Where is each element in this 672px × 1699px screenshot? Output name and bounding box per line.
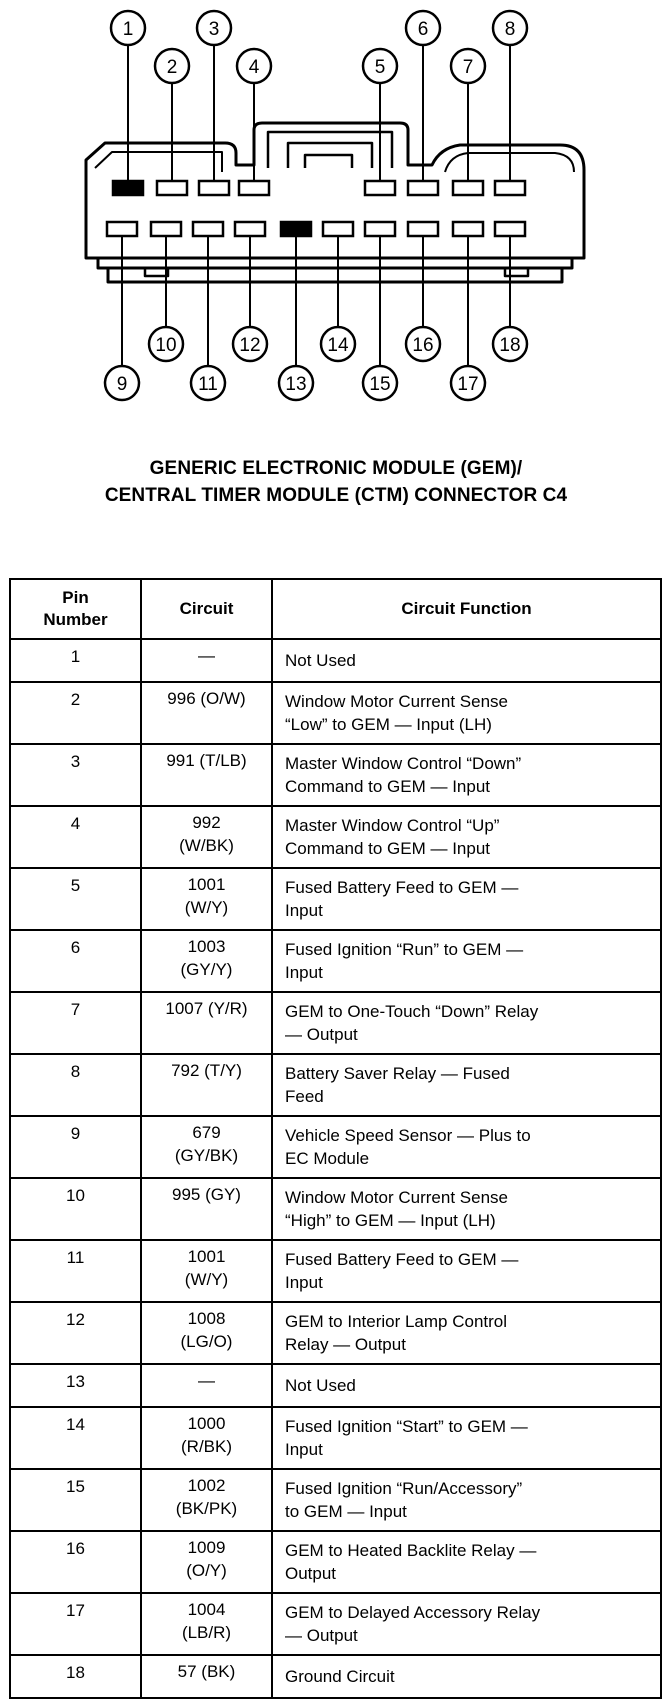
circuit-cell: — — [141, 639, 272, 682]
circuit-function-cell: GEM to One-Touch “Down” Relay — Output — [272, 992, 661, 1054]
table-row — [10, 868, 661, 930]
table-row — [10, 1116, 661, 1178]
table-row — [10, 1178, 661, 1240]
circuit-function-cell: GEM to Interior Lamp Control Relay — Output — [272, 1302, 661, 1364]
table-row — [10, 744, 661, 806]
cavity-top-7 — [453, 181, 483, 195]
circuit-function-cell: Window Motor Current Sense “High” to GEM — Input (LH) — [272, 1178, 661, 1240]
caption-line-1: GENERIC ELECTRONIC MODULE (GEM)/ — [149, 458, 523, 479]
caption-line-2: CENTRAL TIMER MODULE (CTM) CONNECTOR C4 — [104, 485, 568, 506]
circuit-function-cell: Fused Battery Feed to GEM — Input — [272, 1240, 661, 1302]
pin-number-cell: 3 — [10, 744, 141, 806]
pin-callout-label: 12 — [239, 335, 261, 356]
pin-callout-label: 15 — [369, 374, 391, 395]
connector-diagram — [0, 0, 672, 440]
pin-callout-8 — [493, 11, 527, 45]
circuit-cell: 1001 (W/Y) — [141, 1240, 272, 1302]
pin-callout-5 — [363, 49, 397, 83]
pin-number-callouts — [105, 11, 527, 400]
pin-callout-label: 3 — [208, 19, 220, 40]
pin-callout-label: 10 — [155, 335, 177, 356]
cavity-top-5 — [365, 181, 395, 195]
circuit-function-cell: GEM to Heated Backlite Relay — Output — [272, 1531, 661, 1593]
pin-callout-label: 17 — [457, 374, 479, 395]
cavity-top-4 — [239, 181, 269, 195]
circuit-cell: — — [141, 1364, 272, 1407]
circuit-cell: 1004 (LB/R) — [141, 1593, 272, 1655]
pin-callout-4 — [237, 49, 271, 83]
circuit-cell: 57 (BK) — [141, 1655, 272, 1698]
header-pin-number: Pin Number — [10, 579, 141, 639]
cavity-top-1 — [113, 181, 143, 195]
top-row-cavities — [113, 181, 525, 195]
pin-number-cell: 17 — [10, 1593, 141, 1655]
table-row — [10, 1593, 661, 1655]
table-row — [10, 1302, 661, 1364]
diagram-caption — [0, 455, 672, 509]
cavity-bottom-18 — [495, 222, 525, 236]
pin-callout-18 — [493, 327, 527, 361]
circuit-cell: 1001 (W/Y) — [141, 868, 272, 930]
cavity-bottom-13 — [281, 222, 311, 236]
pin-callout-label: 7 — [462, 57, 474, 78]
table-row — [10, 1407, 661, 1469]
table-row — [10, 1469, 661, 1531]
table-row — [10, 930, 661, 992]
cavity-top-3 — [199, 181, 229, 195]
table-row — [10, 992, 661, 1054]
cavity-bottom-10 — [151, 222, 181, 236]
table-row — [10, 1655, 661, 1698]
pin-callout-16 — [406, 327, 440, 361]
pin-callout-1 — [111, 11, 145, 45]
circuit-function-cell: Fused Ignition “Run” to GEM — Input — [272, 930, 661, 992]
table-row — [10, 806, 661, 868]
pin-number-cell: 15 — [10, 1469, 141, 1531]
cavity-top-8 — [495, 181, 525, 195]
circuit-function-cell: Fused Battery Feed to GEM — Input — [272, 868, 661, 930]
circuit-cell: 995 (GY) — [141, 1178, 272, 1240]
cavity-top-2 — [157, 181, 187, 195]
header-circuit-function: Circuit Function — [272, 579, 661, 639]
table-row — [10, 682, 661, 744]
pin-number-cell: 12 — [10, 1302, 141, 1364]
pin-callout-6 — [406, 11, 440, 45]
cavity-top-6 — [408, 181, 438, 195]
circuit-cell: 1003 (GY/Y) — [141, 930, 272, 992]
circuit-function-cell: Not Used — [272, 639, 661, 682]
header-circuit: Circuit — [141, 579, 272, 639]
circuit-cell: 996 (O/W) — [141, 682, 272, 744]
table-row — [10, 1240, 661, 1302]
cavity-bottom-9 — [107, 222, 137, 236]
pin-callout-label: 5 — [374, 57, 386, 78]
pin-number-cell: 5 — [10, 868, 141, 930]
pin-number-cell: 13 — [10, 1364, 141, 1407]
circuit-function-cell: Ground Circuit — [272, 1655, 661, 1698]
pin-callout-7 — [451, 49, 485, 83]
pin-number-cell: 16 — [10, 1531, 141, 1593]
pin-number-cell: 11 — [10, 1240, 141, 1302]
pin-callout-label: 1 — [122, 19, 134, 40]
pin-number-cell: 14 — [10, 1407, 141, 1469]
circuit-function-cell: Window Motor Current Sense “Low” to GEM — Input (LH) — [272, 682, 661, 744]
pin-callout-label: 14 — [327, 335, 349, 356]
cavity-bottom-17 — [453, 222, 483, 236]
circuit-cell: 1007 (Y/R) — [141, 992, 272, 1054]
circuit-cell: 1008 (LG/O) — [141, 1302, 272, 1364]
pin-number-cell: 10 — [10, 1178, 141, 1240]
pin-number-cell: 4 — [10, 806, 141, 868]
pin-callout-3 — [197, 11, 231, 45]
table-header-row — [10, 579, 661, 639]
pin-callout-label: 18 — [499, 335, 521, 356]
cavity-bottom-15 — [365, 222, 395, 236]
pin-callout-9 — [105, 366, 139, 400]
circuit-function-cell: Battery Saver Relay — Fused Feed — [272, 1054, 661, 1116]
pin-number-cell: 7 — [10, 992, 141, 1054]
pin-number-cell: 8 — [10, 1054, 141, 1116]
circuit-cell: 1000 (R/BK) — [141, 1407, 272, 1469]
connector-latch — [268, 132, 392, 168]
table-row — [10, 639, 661, 682]
pin-number-cell: 18 — [10, 1655, 141, 1698]
circuit-function-cell: Master Window Control “Up” Command to GEM — Input — [272, 806, 661, 868]
pin-callout-17 — [451, 366, 485, 400]
bottom-row-cavities — [107, 222, 525, 236]
table-row — [10, 1054, 661, 1116]
pin-callout-label: 2 — [166, 57, 178, 78]
cavity-bottom-14 — [323, 222, 353, 236]
pin-callout-13 — [279, 366, 313, 400]
pin-callout-label: 11 — [198, 374, 218, 395]
circuit-cell: 992 (W/BK) — [141, 806, 272, 868]
pin-callout-12 — [233, 327, 267, 361]
pin-callout-label: 4 — [248, 57, 260, 78]
circuit-cell: 991 (T/LB) — [141, 744, 272, 806]
pin-callout-2 — [155, 49, 189, 83]
cavity-bottom-11 — [193, 222, 223, 236]
circuit-function-cell: Fused Ignition “Start” to GEM — Input — [272, 1407, 661, 1469]
pin-callout-label: 8 — [504, 19, 516, 40]
cavity-bottom-12 — [235, 222, 265, 236]
circuit-function-cell: Master Window Control “Down” Command to GEM — Input — [272, 744, 661, 806]
circuit-function-cell: GEM to Delayed Accessory Relay — Output — [272, 1593, 661, 1655]
pin-number-cell: 2 — [10, 682, 141, 744]
table-row — [10, 1364, 661, 1407]
circuit-function-cell: Fused Ignition “Run/Accessory” to GEM — Input — [272, 1469, 661, 1531]
table-row — [10, 1531, 661, 1593]
circuit-cell: 792 (T/Y) — [141, 1054, 272, 1116]
circuit-function-cell: Not Used — [272, 1364, 661, 1407]
pin-number-cell: 6 — [10, 930, 141, 992]
pin-number-cell: 1 — [10, 639, 141, 682]
pin-callout-label: 16 — [412, 335, 434, 356]
pin-leader-lines — [122, 45, 510, 366]
pin-callout-label: 9 — [116, 374, 128, 395]
pin-callout-label: 13 — [285, 374, 307, 395]
pin-number-cell: 9 — [10, 1116, 141, 1178]
circuit-cell: 1002 (BK/PK) — [141, 1469, 272, 1531]
pin-callout-label: 6 — [417, 19, 429, 40]
pin-callout-14 — [321, 327, 355, 361]
cavity-bottom-16 — [408, 222, 438, 236]
pin-callout-10 — [149, 327, 183, 361]
circuit-function-cell: Vehicle Speed Sensor — Plus to EC Module — [272, 1116, 661, 1178]
circuit-cell: 679 (GY/BK) — [141, 1116, 272, 1178]
pin-callout-11 — [191, 366, 225, 400]
pin-callout-15 — [363, 366, 397, 400]
pin-table — [9, 578, 662, 1699]
circuit-cell: 1009 (O/Y) — [141, 1531, 272, 1593]
